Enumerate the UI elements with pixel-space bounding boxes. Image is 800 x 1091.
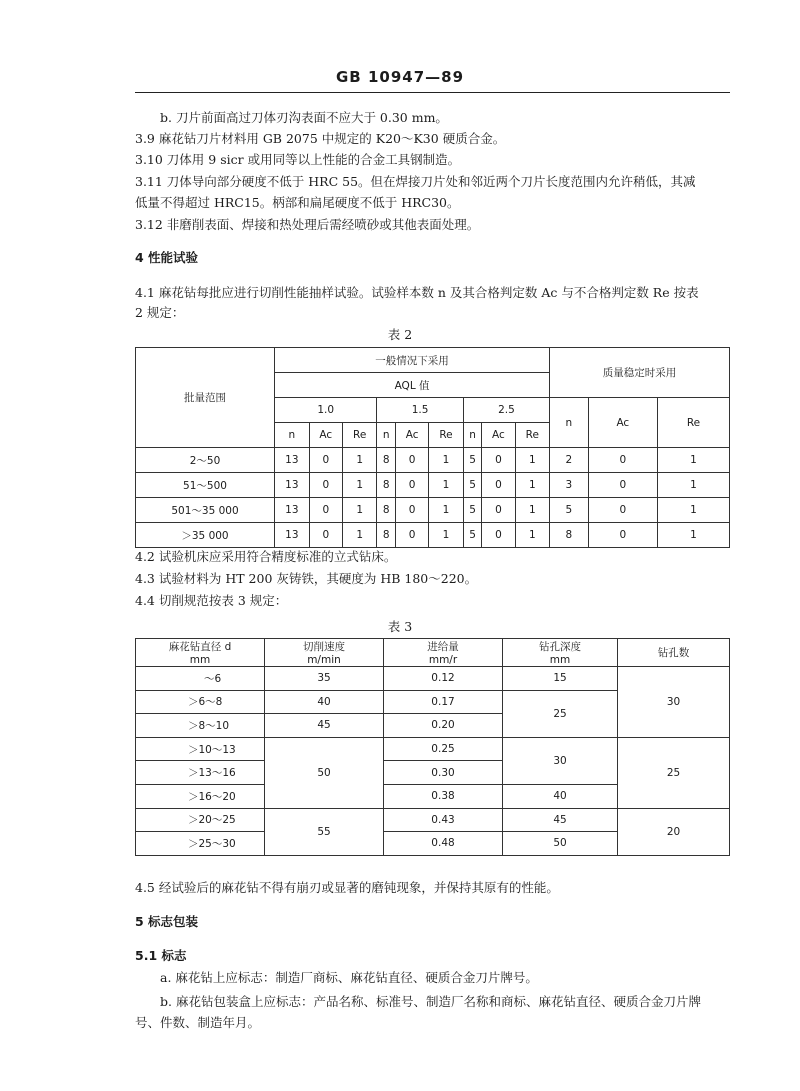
- value-cell: 0: [588, 448, 657, 473]
- value-cell: 1: [515, 448, 550, 473]
- value-cell: 0: [482, 523, 515, 548]
- section-5-heading: 5 标志包装: [135, 914, 199, 929]
- clause-3-12: 3.12 非磨削表面、焊接和热处理后需经喷砂或其他表面处理。: [135, 217, 480, 232]
- depth-header: [503, 639, 618, 667]
- general-use-header: 一般情况下采用: [275, 348, 550, 373]
- depth-cell: 50: [503, 832, 618, 856]
- table-row: [136, 473, 730, 498]
- aql-value: 2.5: [463, 398, 549, 423]
- diameter-cell: ～6: [136, 667, 265, 691]
- value-cell: 1: [429, 473, 464, 498]
- value-cell: 8: [550, 523, 589, 548]
- value-cell: 0: [588, 473, 657, 498]
- value-cell: 0: [309, 498, 342, 523]
- table-2-body: [136, 448, 730, 548]
- re-header: Re: [429, 423, 464, 448]
- feed-cell: 0.25: [384, 737, 503, 761]
- hole-count-cell: 20: [618, 808, 730, 855]
- value-cell: 0: [482, 448, 515, 473]
- value-cell: 0: [588, 523, 657, 548]
- n-header: n: [275, 423, 310, 448]
- value-cell: 0: [309, 448, 342, 473]
- depth-cell: 25: [503, 690, 618, 737]
- value-cell: 0: [396, 473, 429, 498]
- ac-header: Ac: [482, 423, 515, 448]
- value-cell: 1: [429, 498, 464, 523]
- n-header: n: [377, 423, 396, 448]
- feed-cell: 0.48: [384, 832, 503, 856]
- feed-cell: 0.17: [384, 690, 503, 714]
- clause-5-1-b-line2: 号、件数、制造年月。: [135, 1015, 261, 1030]
- value-cell: 13: [275, 498, 310, 523]
- header-rule: [135, 92, 730, 93]
- depth-cell: 15: [503, 667, 618, 691]
- diameter-cell: ＞10～13: [136, 737, 265, 761]
- value-cell: 0: [396, 448, 429, 473]
- value-cell: 0: [396, 523, 429, 548]
- hole-count-cell: 25: [618, 737, 730, 808]
- speed-header: [265, 639, 384, 667]
- value-cell: 5: [550, 498, 589, 523]
- re-header: Re: [515, 423, 550, 448]
- clause-4-2: 4.2 试验机床应采用符合精度标准的立式钻床。: [135, 549, 397, 564]
- value-cell: 1: [429, 523, 464, 548]
- table-2-caption: 表 2: [387, 327, 413, 342]
- speed-cell: 50: [265, 737, 384, 808]
- clause-4-5: 4.5 经试验后的麻花钻不得有崩刃或显著的磨钝现象，并保持其原有的性能。: [135, 880, 559, 895]
- value-cell: 1: [429, 448, 464, 473]
- clause-5-1-heading: 5.1 标志: [135, 948, 187, 963]
- ac-header: Ac: [309, 423, 342, 448]
- value-cell: 8: [377, 523, 396, 548]
- value-cell: 3: [550, 473, 589, 498]
- value-cell: 1: [657, 523, 729, 548]
- hole-count-cell: 30: [618, 667, 730, 738]
- table-2: [135, 347, 730, 548]
- batch-range-cell: 501～35 000: [136, 498, 275, 523]
- table-row: [136, 498, 730, 523]
- value-cell: 1: [657, 473, 729, 498]
- value-cell: 1: [342, 523, 377, 548]
- value-cell: 0: [309, 473, 342, 498]
- value-cell: 0: [588, 498, 657, 523]
- table-row: [136, 523, 730, 548]
- value-cell: 0: [482, 473, 515, 498]
- hole-count-header: 钻孔数: [618, 639, 730, 667]
- standard-number-header: GB 10947—89: [335, 68, 465, 86]
- value-cell: 1: [515, 498, 550, 523]
- value-cell: 1: [342, 473, 377, 498]
- value-cell: 8: [377, 498, 396, 523]
- value-cell: 1: [342, 448, 377, 473]
- feed-cell: 0.12: [384, 667, 503, 691]
- feed-label: 进给量: [427, 641, 459, 653]
- value-cell: 1: [515, 473, 550, 498]
- batch-range-cell: 2～50: [136, 448, 275, 473]
- depth-cell: 30: [503, 737, 618, 784]
- speed-unit: m/min: [307, 654, 341, 666]
- aql-header: AQL 值: [275, 373, 550, 398]
- table-3-caption: 表 3: [387, 619, 413, 634]
- diameter-cell: ＞16～20: [136, 784, 265, 808]
- stable-quality-header: 质量稳定时采用: [550, 348, 730, 398]
- stable-re-header: Re: [657, 398, 729, 448]
- feed-header: [384, 639, 503, 667]
- batch-range-header: 批量范围: [136, 348, 275, 448]
- value-cell: 5: [463, 448, 482, 473]
- value-cell: 5: [463, 498, 482, 523]
- clause-3-9: 3.9 麻花钻刀片材料用 GB 2075 中规定的 K20～K30 硬质合金。: [135, 131, 506, 146]
- value-cell: 1: [657, 448, 729, 473]
- feed-cell: 0.30: [384, 761, 503, 785]
- value-cell: 13: [275, 473, 310, 498]
- clause-4-1-line2: 2 规定：: [135, 305, 185, 320]
- depth-cell: 45: [503, 808, 618, 832]
- clause-3-11-line1: 3.11 刀体导向部分硬度不低于 HRC 55。但在焊接刀片处和邻近两个刀片长度范围内允许稍低，其减: [135, 174, 696, 189]
- value-cell: 1: [342, 498, 377, 523]
- aql-value: 1.0: [275, 398, 377, 423]
- diameter-header: [136, 639, 265, 667]
- batch-range-cell: 51～500: [136, 473, 275, 498]
- diameter-cell: ＞20～25: [136, 808, 265, 832]
- diameter-label: 麻花钻直径 d: [168, 641, 232, 653]
- diameter-unit: mm: [189, 654, 211, 666]
- depth-unit: mm: [549, 654, 571, 666]
- value-cell: 8: [377, 448, 396, 473]
- speed-cell: 45: [265, 714, 384, 738]
- clause-4-4: 4.4 切削规范按表 3 规定：: [135, 593, 288, 608]
- speed-label: 切削速度: [303, 641, 345, 653]
- depth-label: 钻孔深度: [539, 641, 581, 653]
- value-cell: 0: [482, 498, 515, 523]
- stable-n-header: n: [550, 398, 589, 448]
- table-row: [136, 448, 730, 473]
- diameter-cell: ＞13～16: [136, 761, 265, 785]
- clause-3-11-line2: 低量不得超过 HRC15。柄部和扁尾硬度不低于 HRC30。: [135, 195, 460, 210]
- section-4-heading: 4 性能试验: [135, 250, 199, 265]
- speed-cell: 35: [265, 667, 384, 691]
- diameter-cell: ＞8～10: [136, 714, 265, 738]
- feed-cell: 0.20: [384, 714, 503, 738]
- value-cell: 8: [377, 473, 396, 498]
- value-cell: 0: [309, 523, 342, 548]
- depth-cell: 40: [503, 784, 618, 808]
- value-cell: 1: [515, 523, 550, 548]
- speed-cell: 40: [265, 690, 384, 714]
- value-cell: 1: [657, 498, 729, 523]
- n-header: n: [463, 423, 482, 448]
- value-cell: 5: [463, 473, 482, 498]
- batch-range-cell: ＞35 000: [136, 523, 275, 548]
- clause-3-8-b: b. 刀片前面高过刀体刃沟表面不应大于 0.30 mm。: [160, 110, 448, 125]
- value-cell: 0: [396, 498, 429, 523]
- clause-5-1-a: a. 麻花钻上应标志：制造厂商标、麻花钻直径、硬质合金刀片牌号。: [160, 970, 538, 985]
- value-cell: 13: [275, 523, 310, 548]
- clause-4-3: 4.3 试验材料为 HT 200 灰铸铁，其硬度为 HB 180～220。: [135, 571, 478, 586]
- diameter-cell: ＞25～30: [136, 832, 265, 856]
- clause-5-1-b-line1: b. 麻花钻包装盒上应标志：产品名称、标准号、制造厂名称和商标、麻花钻直径、硬质合金刀片牌: [160, 994, 701, 1009]
- feed-cell: 0.43: [384, 808, 503, 832]
- clause-3-10: 3.10 刀体用 9 sicr 或用同等以上性能的合金工具钢制造。: [135, 152, 461, 167]
- feed-cell: 0.38: [384, 784, 503, 808]
- value-cell: 5: [463, 523, 482, 548]
- speed-cell: 55: [265, 808, 384, 855]
- value-cell: 2: [550, 448, 589, 473]
- re-header: Re: [342, 423, 377, 448]
- ac-header: Ac: [396, 423, 429, 448]
- diameter-cell: ＞6～8: [136, 690, 265, 714]
- table-3: [135, 638, 730, 856]
- feed-unit: mm/r: [428, 654, 458, 666]
- clause-4-1-line1: 4.1 麻花钻每批应进行切削性能抽样试验。试验样本数 n 及其合格判定数 Ac 与不合格判定数 Re 按表: [135, 285, 699, 300]
- value-cell: 13: [275, 448, 310, 473]
- aql-value: 1.5: [377, 398, 463, 423]
- stable-ac-header: Ac: [588, 398, 657, 448]
